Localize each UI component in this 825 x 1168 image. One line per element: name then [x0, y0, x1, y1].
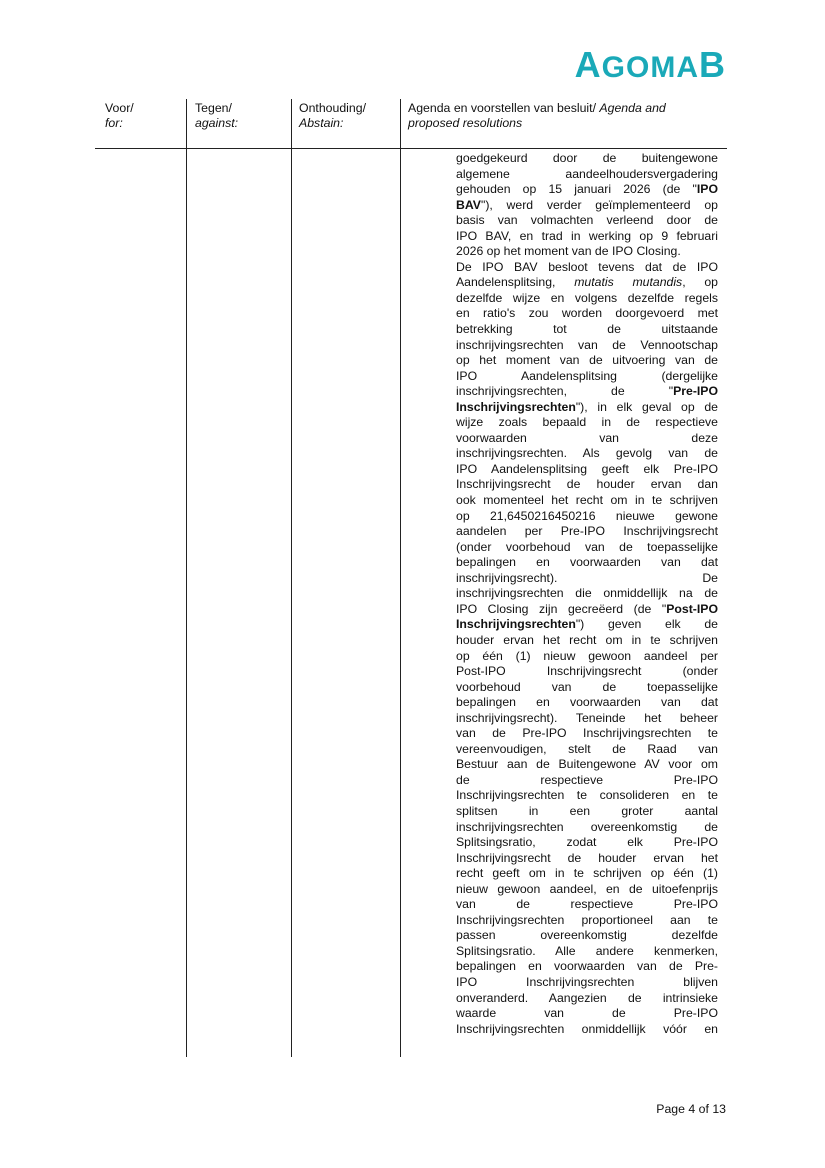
resolution-text [456, 151, 718, 1037]
text-line: voorbehoud van de toepasselijke [456, 679, 718, 694]
text-line: Inschrijvingsrecht de houder ervan dan [456, 477, 718, 492]
header-col-against-nl: Tegen/ [195, 101, 232, 115]
text-line: gehouden op 15 januari 2026 (de "IPO [456, 182, 718, 197]
text-line: IPO Closing zijn gecreëerd (de "Post-IPO [456, 601, 718, 616]
text-line: dezelfde wijze en volgens dezelfde regels [456, 290, 718, 305]
text-line: Post-IPO Inschrijvingsrecht (onder [456, 664, 718, 679]
column-divider-2 [291, 99, 292, 1057]
header-col-against [195, 101, 238, 145]
text-line: BAV"), werd verder geïmplementeerd op [456, 197, 718, 212]
text-line: bepalingen en voorwaarden van de Pre- [456, 959, 718, 974]
text-line: Inschrijvingsrechten te consolideren en te [456, 788, 718, 803]
header-col-abstain-en: Abstain: [299, 116, 344, 130]
header-col-abstain-nl: Onthouding/ [299, 101, 367, 115]
text-line: Splitsingsratio, zodat elk Pre-IPO [456, 835, 718, 850]
text-line: en ratio's zou worden doorgevoerd met [456, 306, 718, 321]
text-line: Inschrijvingsrechten proportioneel aan te [456, 912, 718, 927]
text-line: Inschrijvingsrechten"), in elk geval op de [456, 399, 718, 414]
text-line: inschrijvingsrechten overeenkomstig de [456, 819, 718, 834]
header-divider [95, 148, 727, 149]
text-line: Bestuur aan de Buitengewone AV voor om [456, 757, 718, 772]
text-line: 2026 op het moment van de IPO Closing. [456, 244, 681, 259]
text-line: voorwaarden van deze [456, 430, 718, 445]
text-line: van de Pre-IPO Inschrijvingsrechten te [456, 726, 718, 741]
text-line: inschrijvingsrechten van de Vennootschap [456, 337, 718, 352]
text-line: ook momenteel het recht om in te schrijven [456, 493, 718, 508]
text-line: recht geeft om in te schrijven op één (1) [456, 866, 718, 881]
text-line: op één (1) nieuw gewoon aandeel per [456, 648, 718, 663]
text-line: bepalingen en voorwaarden van dat [456, 555, 718, 570]
header-col-against-en: against: [195, 116, 239, 130]
text-line: goedgekeurd door de buitengewone [456, 151, 718, 165]
header-col-agenda-nl: Agenda en voorstellen van besluit/ [408, 101, 596, 115]
text-line: betrekking tot de uitstaande [456, 322, 718, 337]
header-col-for-nl: Voor/ [105, 101, 134, 115]
text-line: de respectieve Pre-IPO [456, 772, 718, 787]
text-line: Aandelensplitsing, mutatis mutandis, op [456, 275, 718, 290]
text-line: vereenvoudigen, stelt de Raad van [456, 741, 718, 756]
text-line: inschrijvingsrechten, de "Pre-IPO [456, 384, 718, 399]
text-line: wijze zoals bepaald in de respectieve [456, 415, 718, 430]
header-col-for-en: for: [105, 116, 123, 130]
text-line: houder ervan het recht om in te schrijven [456, 632, 718, 647]
text-line: De IPO BAV besloot tevens dat de IPO [456, 259, 718, 274]
text-line: inschrijvingsrecht). De [456, 570, 718, 585]
text-line: algemene aandeelhoudersvergadering [456, 166, 718, 181]
text-line: onveranderd. Aangezien de intrinsieke [456, 990, 718, 1005]
text-line: Inschrijvingsrecht de houder ervan het [456, 850, 718, 865]
text-line: splitsen in een groter aantal [456, 803, 718, 818]
text-line: nieuw gewoon aandeel, en de uitoefenprijs [456, 881, 718, 896]
text-line: IPO BAV, en trad in werking op 9 februari [456, 228, 718, 243]
text-line: inschrijvingsrechten die onmiddellijk na de [456, 586, 718, 601]
header-col-abstain [299, 101, 366, 145]
text-line: aandelen per Pre-IPO Inschrijvingsrecht [456, 524, 718, 539]
text-line: op het moment van de uitvoering van de [456, 353, 718, 368]
text-line: IPO Inschrijvingsrechten blijven [456, 974, 718, 989]
text-line: Inschrijvingsrechten") geven elk de [456, 617, 718, 632]
header-col-for [105, 101, 134, 145]
header-col-agenda-en-inline: Agenda and [599, 101, 666, 115]
company-logo: AGOMAB [574, 44, 726, 85]
page-number: Page 4 of 13 [656, 1102, 726, 1116]
header-col-agenda-en: proposed resolutions [408, 116, 523, 130]
text-line: basis van volmachten verleend door de [456, 213, 718, 228]
text-line: IPO Aandelensplitsing geeft elk Pre-IPO [456, 461, 718, 476]
text-line: IPO Aandelensplitsing (dergelijke [456, 368, 718, 383]
column-divider-1 [186, 99, 187, 1057]
text-line: van de respectieve Pre-IPO [456, 897, 718, 912]
text-line: passen overeenkomstig dezelfde [456, 928, 718, 943]
text-line: bepalingen en voorwaarden van dat [456, 695, 718, 710]
text-line: Inschrijvingsrechten onmiddellijk vóór en [456, 1021, 718, 1036]
column-divider-3 [400, 99, 401, 1057]
text-line: inschrijvingsrechten. Als gevolg van de [456, 446, 718, 461]
text-line: Splitsingsratio. Alle andere kenmerken, [456, 943, 718, 958]
text-line: op 21,6450216450216 nieuwe gewone [456, 508, 718, 523]
text-line: (onder voorbehoud van de toepasselijke [456, 539, 718, 554]
text-line: waarde van de Pre-IPO [456, 1006, 718, 1021]
text-line: inschrijvingsrecht). Teneinde het beheer [456, 710, 718, 725]
header-col-agenda [408, 101, 718, 145]
